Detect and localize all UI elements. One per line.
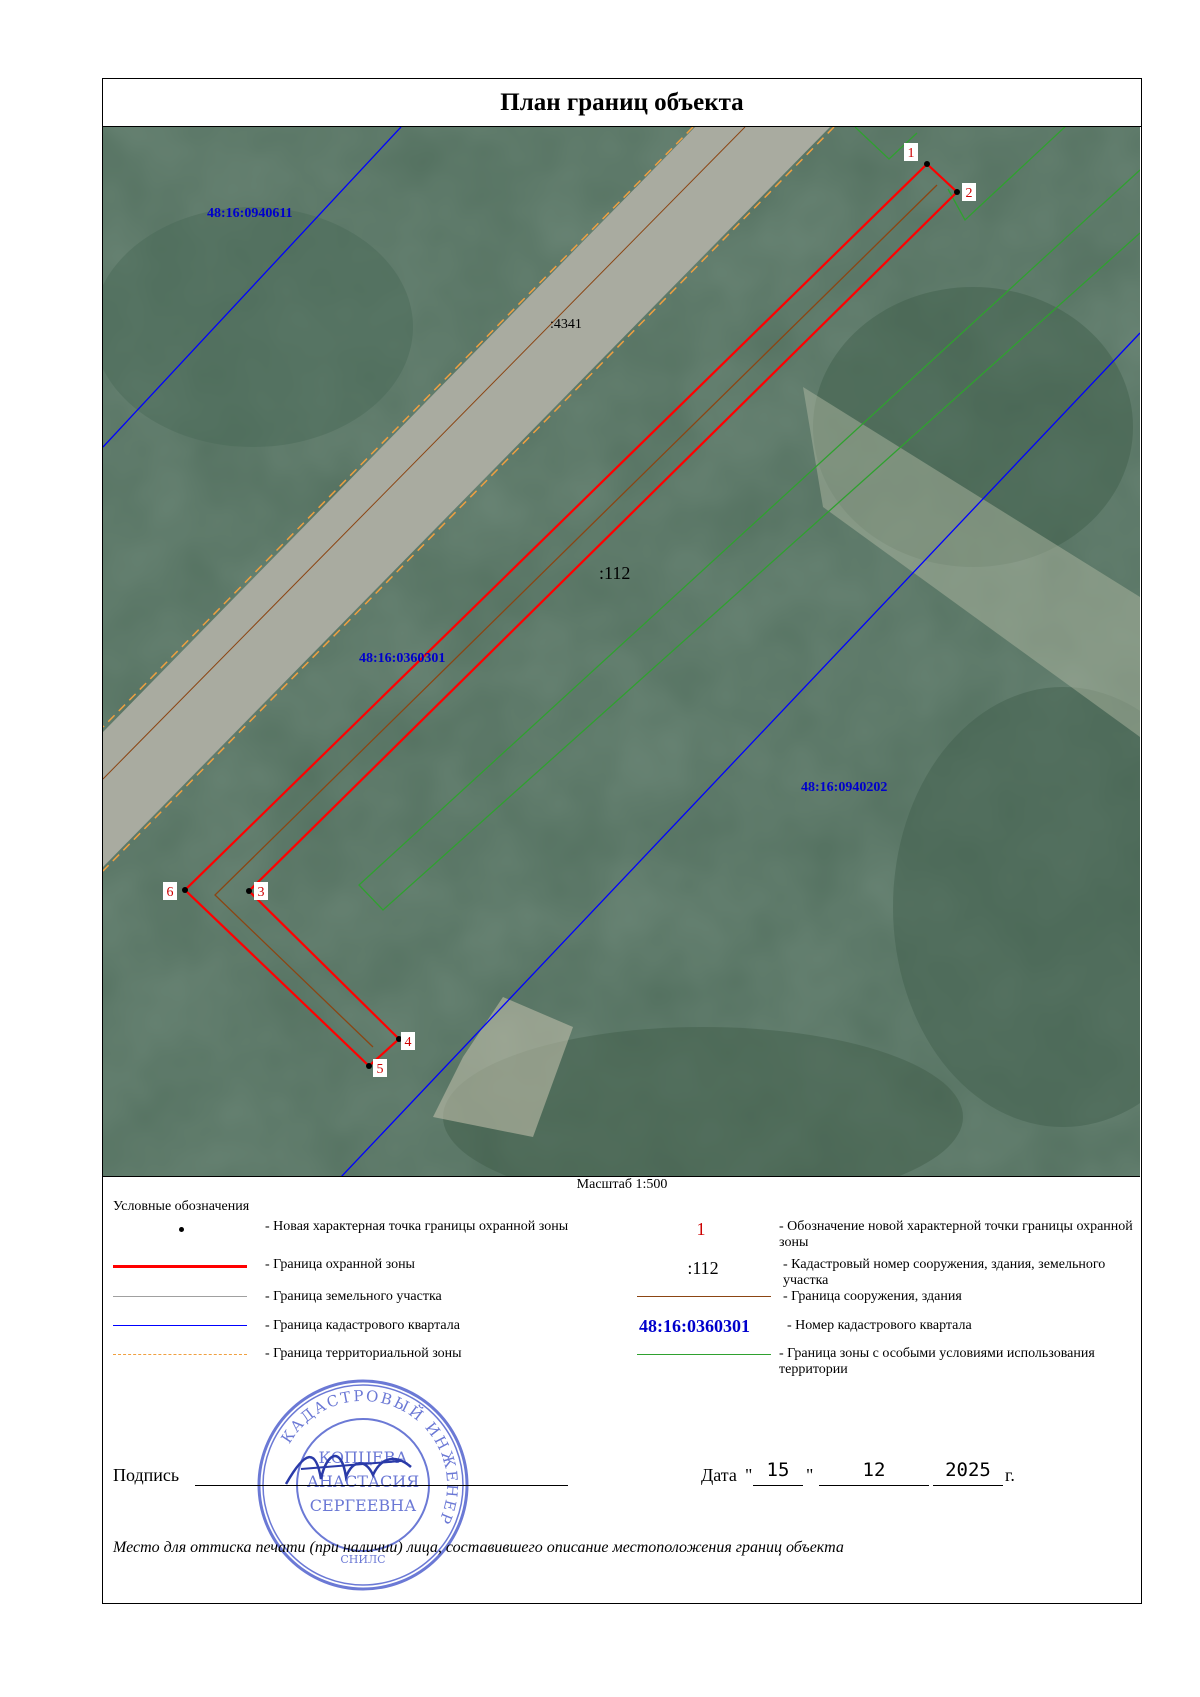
map-canvas bbox=[103, 127, 1140, 1177]
legend-sample-point-label: 1 bbox=[696, 1219, 706, 1239]
legend-sample-quarter-number: 48:16:0360301 bbox=[639, 1316, 750, 1336]
document-frame: План границ объекта 1 2 3 4 5 6 48:16:0940611 48:16:0360301 48:16:0940202 :4341 :112 Масштаб 1:500 Условные обозначения - Новая характерная точка границы охранной зоны - Граница охранной зоны - Граница земельного участка - Граница кадастрового квартала - Граница территориальной зоны 1 - Обозначение новой характерной точки границы охранной зоны :112 - Кадастровый номер сооружения, здания, земельного участка - Граница сооружения, здания 48:16:0360301 - Номер кадастрового квартала - Граница зоны с особыми условиями использования территории КАДАСТРОВЫЙ ИНЖЕНЕР СНИЛС КОПЦЕВА АНАСТАСИЯ СЕРГЕЕВНА Подпись Дата " 15 " 12 2025 г. Место для оттиска печати (при наличии) лица, составившего описание местоположения границ объекта bbox=[102, 78, 1142, 1604]
point-2-marker bbox=[954, 189, 960, 195]
quarter-label-0360301: 48:16:0360301 bbox=[359, 651, 446, 666]
legend-protect-zone: - Граница охранной зоны bbox=[265, 1257, 415, 1272]
stamp-place-note: Место для оттиска печати (при наличии) лица, составившего описание местоположения границ объекта bbox=[113, 1539, 844, 1556]
point-3-marker bbox=[246, 888, 252, 894]
map-scale: Масштаб 1:500 bbox=[576, 1177, 668, 1192]
quarter-label-0940611: 48:16:0940611 bbox=[207, 206, 293, 221]
point-label-1: 1 bbox=[907, 146, 915, 161]
stamp-line-2: АНАСТАСИЯ bbox=[306, 1472, 420, 1491]
point-label-4: 4 bbox=[404, 1035, 412, 1050]
legend-quarter: - Граница кадастрового квартала bbox=[265, 1318, 460, 1333]
legend-protect-zone-symbol bbox=[113, 1265, 247, 1268]
date-day: 15 bbox=[766, 1459, 790, 1481]
legend-point-label: - Обозначение новой характерной точки границы охранной зоны bbox=[779, 1219, 1133, 1250]
legend-structure-symbol bbox=[637, 1296, 771, 1297]
stamp-ring-text: КАДАСТРОВЫЙ ИНЖЕНЕР bbox=[277, 1386, 462, 1529]
stamp-line-1: КОПЦЕВА bbox=[318, 1448, 408, 1467]
date-label: Дата bbox=[701, 1465, 737, 1485]
stamp-bottom-text: СНИЛС bbox=[340, 1553, 386, 1566]
date-month: 12 bbox=[862, 1459, 886, 1481]
page-title: План границ объекта bbox=[103, 79, 1141, 127]
handwritten-signature bbox=[281, 1439, 421, 1499]
boundary-map bbox=[103, 127, 1140, 1177]
legend-quarter-number: - Номер кадастрового квартала bbox=[787, 1318, 972, 1333]
legend-quarter-symbol bbox=[113, 1325, 247, 1326]
signature-label: Подпись bbox=[113, 1465, 180, 1485]
legend-cad-number: - Кадастровый номер сооружения, здания, земельного участка bbox=[783, 1257, 1106, 1288]
cad-label-4341: :4341 bbox=[550, 317, 582, 332]
legend-structure: - Граница сооружения, здания bbox=[783, 1289, 962, 1304]
cad-label-112: :112 bbox=[599, 563, 631, 583]
legend-sample-cad-number: :112 bbox=[687, 1258, 719, 1278]
legend-new-point: - Новая характерная точка границы охранной зоны bbox=[265, 1219, 569, 1234]
legend-terr-zone: - Граница территориальной зоны bbox=[265, 1346, 462, 1361]
date-year-suffix: г. bbox=[1005, 1465, 1015, 1485]
legend-special-zone: - Граница зоны с особыми условиями использования территории bbox=[779, 1346, 1095, 1377]
legend-title: Условные обозначения bbox=[113, 1199, 250, 1214]
legend-land-plot-symbol bbox=[113, 1296, 247, 1297]
point-label-5: 5 bbox=[376, 1062, 384, 1077]
point-5-marker bbox=[366, 1063, 372, 1069]
quarter-label-0940202: 48:16:0940202 bbox=[801, 780, 888, 795]
point-label-6: 6 bbox=[166, 885, 174, 900]
legend-point-symbol bbox=[179, 1227, 184, 1232]
point-6-marker bbox=[182, 887, 188, 893]
legend-terr-zone-symbol bbox=[113, 1354, 247, 1355]
point-label-2: 2 bbox=[965, 186, 973, 201]
stamp-line-3: СЕРГЕЕВНА bbox=[309, 1496, 417, 1515]
legend-land-plot: - Граница земельного участка bbox=[265, 1289, 442, 1304]
point-1-marker bbox=[924, 161, 930, 167]
date-year: 2025 bbox=[945, 1459, 991, 1481]
legend-special-zone-symbol bbox=[637, 1354, 771, 1355]
point-label-3: 3 bbox=[257, 885, 265, 900]
